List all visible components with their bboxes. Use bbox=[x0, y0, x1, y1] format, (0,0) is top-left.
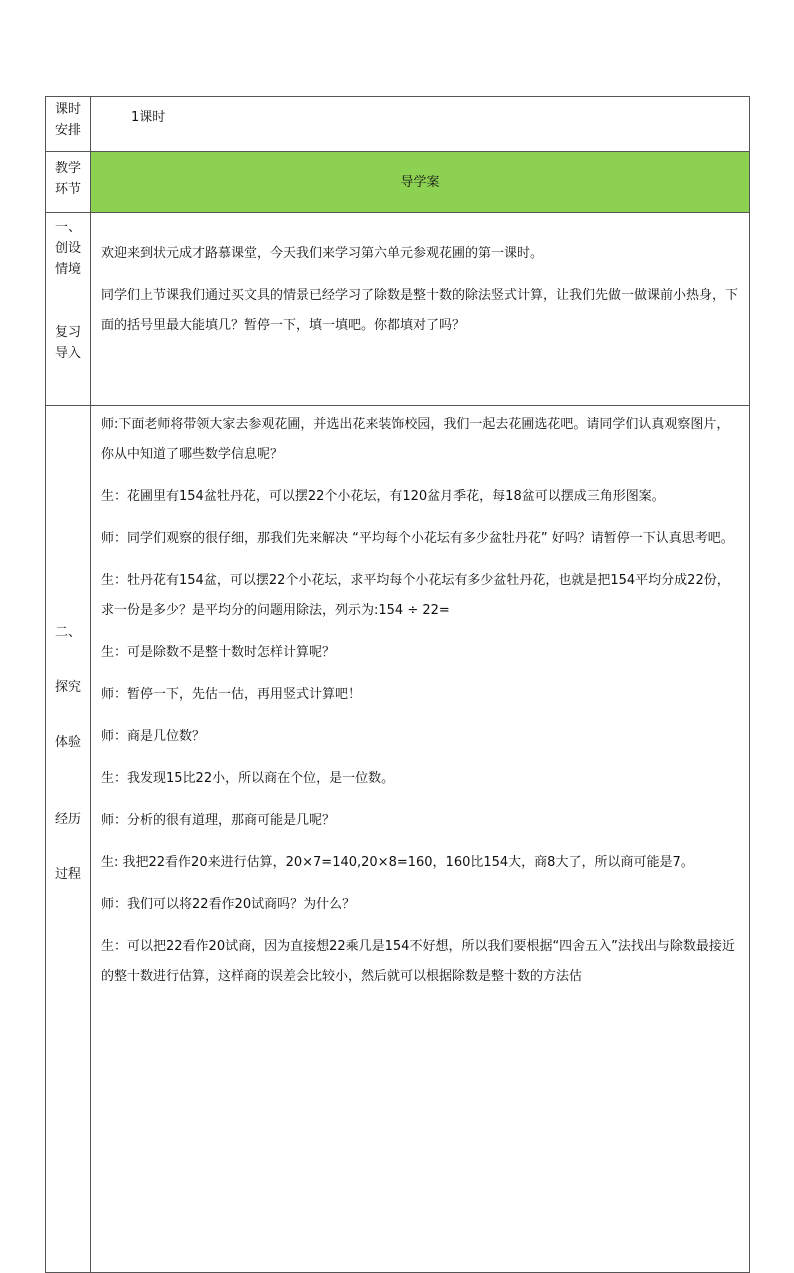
paragraph: 生：牡丹花有154盆，可以摆22个小花坛，求平均每个小花坛有多少盆牡丹花，也就是把154平均分成22份，求一份是多少？是平均分的问题用除法，列示为:154 ÷ 22= bbox=[101, 573, 730, 618]
guide-plan-header: 导学案 bbox=[91, 152, 750, 213]
paragraph: 师：商是几位数？ bbox=[101, 729, 206, 744]
paragraph: 师:下面老师将带领大家去参观花圃，并选出花来装饰校园，我们一起去花圃选花吧。请同学们认真观察图片，你从中知道了哪些数学信息呢？ bbox=[101, 417, 730, 462]
label-teaching-stage bbox=[46, 152, 91, 213]
paragraph: 生: 我把22看作20来进行估算，20×7=140,20×8=160，160比154大，商8大了，所以商可能是7。 bbox=[101, 855, 694, 870]
paragraph: 师：暂停一下，先估一估，再用竖式计算吧！ bbox=[101, 687, 362, 702]
label-lesson-time bbox=[46, 97, 91, 152]
paragraph: 欢迎来到状元成才路慕课堂，今天我们来学习第六单元参观花圃的第一课时。 bbox=[101, 246, 544, 261]
label-line: 创设 bbox=[54, 241, 81, 256]
paragraph: 师：同学们观察的很仔细，那我们先来解决 “平均每个小花坛有多少盆牡丹花” 好吗？请暂停一下认真思考吧。 bbox=[101, 531, 734, 546]
paragraph: 同学们上节课我们通过买文具的情景已经学习了除数是整十数的除法竖式计算，让我们先做一做课前小热身，下面的括号里最大能填几？暂停一下，填一填吧。你都填对了吗？ bbox=[101, 288, 739, 333]
label-line: 教学 bbox=[54, 161, 81, 176]
row-explore bbox=[46, 406, 750, 1273]
label-line: 一、 bbox=[54, 220, 81, 235]
label-explore bbox=[46, 406, 91, 1273]
row-lesson-time bbox=[46, 97, 750, 152]
lesson-plan-table bbox=[45, 96, 750, 1273]
paragraph: 生：可是除数不是整十数时怎样计算呢？ bbox=[101, 645, 336, 660]
row-intro bbox=[46, 213, 750, 406]
explore-content bbox=[91, 406, 750, 1273]
label-line: 课时 bbox=[54, 102, 81, 117]
paragraph: 生：花圃里有154盆牡丹花，可以摆22个小花坛，有120盆月季花，每18盆可以摆成三角形图案。 bbox=[101, 489, 665, 504]
label-line: 安排 bbox=[54, 123, 81, 138]
intro-content bbox=[91, 213, 750, 406]
label-line: 经历 bbox=[54, 812, 81, 827]
label-intro bbox=[46, 213, 91, 406]
paragraph: 师：我们可以将22看作20试商吗？为什么？ bbox=[101, 897, 356, 912]
label-line: 二、 bbox=[54, 625, 81, 640]
lesson-time-value: 1课时 bbox=[131, 110, 166, 125]
label-line: 探究 bbox=[54, 680, 81, 695]
lesson-time-cell bbox=[91, 97, 750, 152]
label-line: 环节 bbox=[54, 182, 81, 197]
paragraph: 生：我发现15比22小，所以商在个位，是一位数。 bbox=[101, 771, 395, 786]
row-teaching-stage bbox=[46, 152, 750, 213]
paragraph: 生：可以把22看作20试商，因为直接想22乘几是154不好想，所以我们要根据“四舍五入”法找出与除数最接近的整十数进行估算，这样商的误差会比较小，然后就可以根据除数是整十数的方法估 bbox=[101, 939, 735, 984]
label-line: 复习 bbox=[54, 325, 81, 340]
label-line: 体验 bbox=[54, 735, 81, 750]
label-line: 导入 bbox=[54, 346, 81, 361]
label-line: 过程 bbox=[54, 867, 81, 882]
label-line: 情境 bbox=[54, 262, 81, 277]
paragraph: 师：分析的很有道理，那商可能是几呢？ bbox=[101, 813, 336, 828]
